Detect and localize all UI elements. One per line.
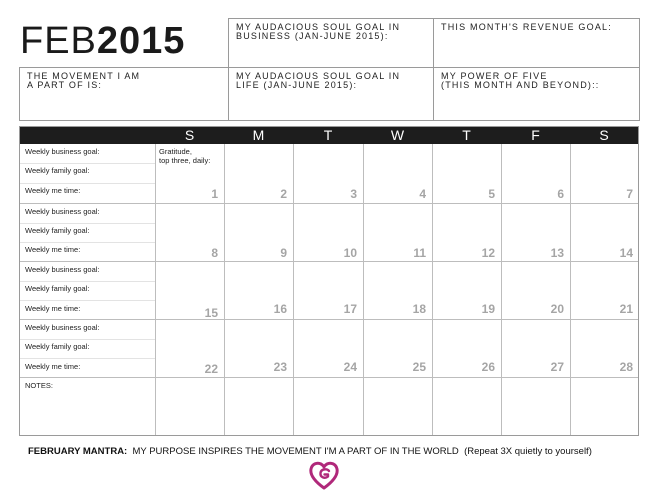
grid-line (570, 144, 571, 435)
heart-g-logo-icon (308, 459, 340, 491)
weekday-header (20, 127, 638, 144)
date-cell[interactable]: 27 (550, 360, 564, 374)
weekly-family-goal-label: Weekly family goal: (25, 284, 90, 293)
weekly-business-goal-label: Weekly business goal: (25, 265, 100, 274)
date-cell[interactable]: 17 (343, 302, 357, 316)
date-cell[interactable]: 25 (412, 360, 426, 374)
date-cell[interactable]: 10 (343, 246, 357, 260)
date-cell[interactable]: 26 (481, 360, 495, 374)
grid-line (20, 261, 638, 262)
calendar-grid (19, 126, 639, 436)
business-goal-box[interactable] (228, 18, 434, 68)
weekly-business-goal-label: Weekly business goal: (25, 323, 100, 332)
weekday-tue: T (323, 127, 333, 143)
date-cell[interactable]: 13 (550, 246, 564, 260)
weekday-sat: S (599, 127, 609, 143)
date-cell[interactable]: 15 (204, 306, 218, 320)
grid-line (20, 203, 638, 204)
grid-line (155, 144, 156, 435)
weekly-me-time-label: Weekly me time: (25, 245, 81, 254)
date-cell[interactable]: 21 (619, 302, 633, 316)
date-cell[interactable]: 24 (343, 360, 357, 374)
power-of-five-box[interactable] (433, 67, 640, 121)
revenue-goal-label: THIS MONTH'S REVENUE GOAL: (441, 22, 612, 32)
date-cell[interactable]: 19 (481, 302, 495, 316)
mantra-text: MY PURPOSE INSPIRES THE MOVEMENT I'M A PART OF IN THE WORLD (132, 446, 459, 457)
month-title (20, 22, 185, 60)
date-cell[interactable]: 6 (557, 187, 564, 201)
grid-line (20, 183, 155, 184)
gratitude-note: Gratitude, top three, daily: (159, 147, 211, 165)
weekday-thu: T (462, 127, 471, 143)
date-cell[interactable]: 8 (211, 246, 218, 260)
date-cell[interactable]: 7 (626, 187, 633, 201)
weekly-me-time-label: Weekly me time: (25, 186, 81, 195)
date-cell[interactable]: 5 (488, 187, 495, 201)
date-cell[interactable]: 11 (413, 246, 426, 260)
grid-line (20, 358, 155, 359)
date-cell[interactable]: 28 (619, 360, 633, 374)
date-cell[interactable]: 14 (619, 246, 633, 260)
date-cell[interactable]: 2 (280, 187, 287, 201)
power-of-five-label: MY POWER OF FIVE (THIS MONTH AND BEYOND):: (441, 71, 600, 90)
date-cell[interactable]: 18 (412, 302, 426, 316)
grid-line (363, 144, 364, 435)
grid-line (20, 377, 638, 378)
grid-line (20, 300, 155, 301)
grid-line (20, 319, 638, 320)
mantra-hint: (Repeat 3X quietly to yourself) (464, 446, 592, 457)
date-cell[interactable]: 16 (273, 302, 287, 316)
movement-label: THE MOVEMENT I AM A PART OF IS: (27, 71, 141, 90)
date-cell[interactable]: 4 (419, 187, 426, 201)
weekly-family-goal-label: Weekly family goal: (25, 342, 90, 351)
month-name: FEB (20, 20, 97, 62)
weekday-fri: F (531, 127, 540, 143)
notes-label: NOTES: (25, 381, 53, 390)
date-cell[interactable]: 1 (211, 187, 218, 201)
weekday-sun: S (184, 127, 195, 143)
revenue-goal-box[interactable] (433, 18, 640, 68)
weekly-family-goal-label: Weekly family goal: (25, 166, 90, 175)
grid-line (224, 144, 225, 435)
weekly-business-goal-label: Weekly business goal: (25, 207, 100, 216)
grid-line (501, 144, 502, 435)
weekly-me-time-label: Weekly me time: (25, 362, 81, 371)
month-year: 2015 (96, 20, 186, 62)
business-goal-label: MY AUDACIOUS SOUL GOAL IN BUSINESS (JAN-JUNE 2015): (236, 22, 401, 41)
weekly-me-time-label: Weekly me time: (25, 304, 81, 313)
grid-line (20, 163, 155, 164)
date-cell[interactable]: 3 (350, 187, 357, 201)
grid-line (20, 242, 155, 243)
date-cell[interactable]: 12 (481, 246, 495, 260)
mantra-label: FEBRUARY MANTRA: (28, 446, 128, 457)
weekly-family-goal-label: Weekly family goal: (25, 226, 90, 235)
grid-line (432, 144, 433, 435)
movement-box[interactable] (19, 67, 229, 121)
february-mantra (28, 446, 592, 458)
life-goal-label: MY AUDACIOUS SOUL GOAL IN LIFE (JAN-JUNE 2015): (236, 71, 401, 90)
weekday-wed: W (390, 127, 405, 143)
grid-line (293, 144, 294, 435)
date-cell[interactable]: 22 (204, 362, 218, 376)
weekday-mon: M (252, 127, 265, 143)
date-cell[interactable]: 20 (550, 302, 564, 316)
weekly-business-goal-label: Weekly business goal: (25, 147, 100, 156)
grid-line (20, 281, 155, 282)
life-goal-box[interactable] (228, 67, 434, 121)
date-cell[interactable]: 23 (273, 360, 287, 374)
grid-line (20, 339, 155, 340)
grid-line (20, 223, 155, 224)
date-cell[interactable]: 9 (280, 246, 287, 260)
